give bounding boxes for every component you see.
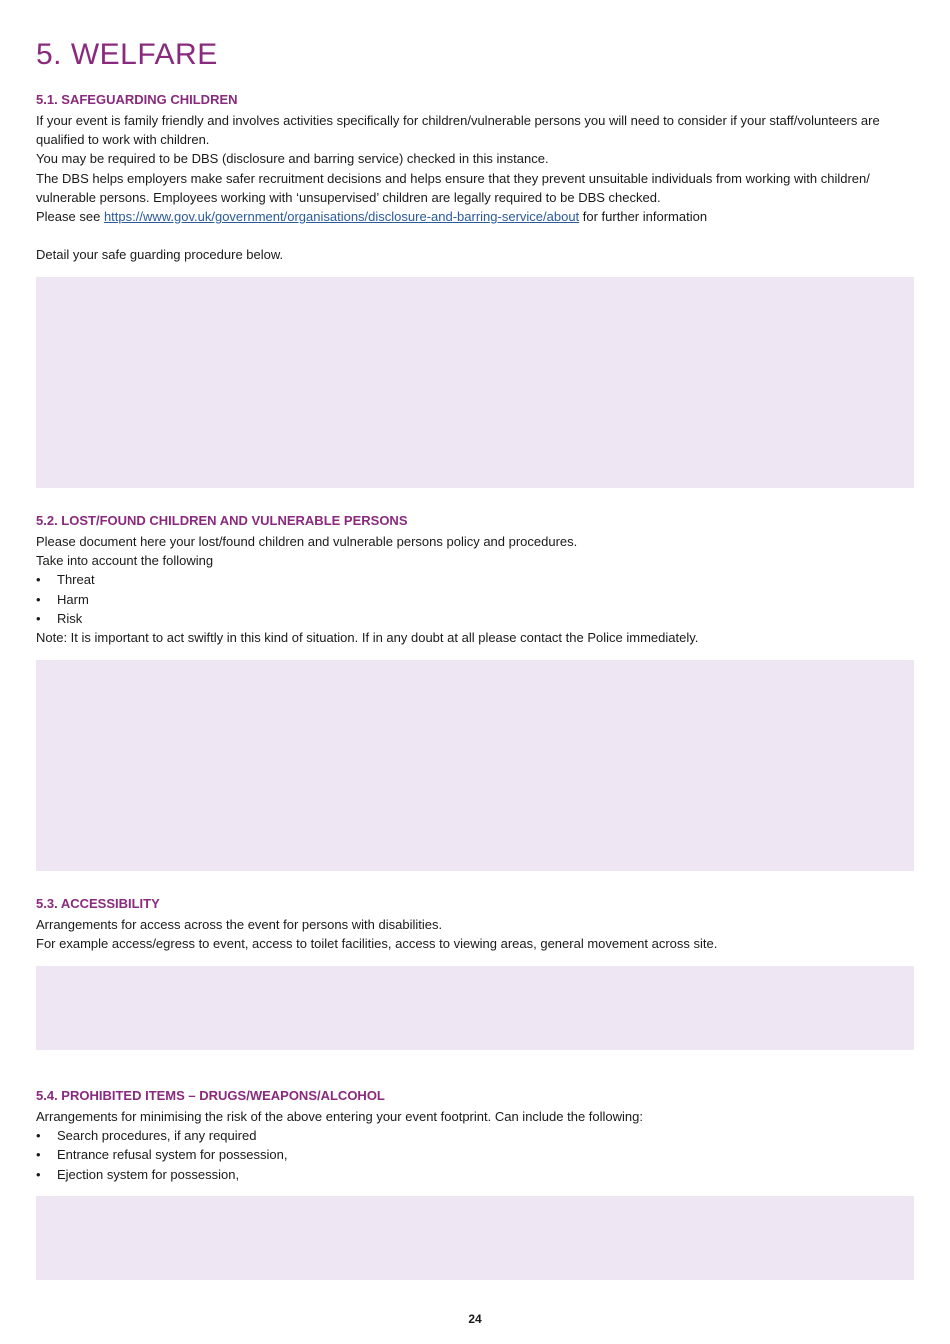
safeguarding-input-field[interactable] <box>36 277 914 488</box>
note: Note: It is important to act swiftly in this kind of situation. If in any doubt at all please contact the Police immediately. <box>36 630 699 646</box>
paragraph: If your event is family friendly and involves activities specifically for children/vulnerable persons you will need to consider if your staff/volunteers are qualified to work with children. <box>36 113 880 148</box>
page-title: 5. WELFARE <box>36 38 218 71</box>
list-item: • Risk <box>36 609 914 628</box>
list-item: • Ejection system for possession, <box>36 1165 914 1184</box>
section-title: 5.1. SAFEGUARDING CHILDREN <box>36 92 238 107</box>
section-prohibited-items <box>36 1086 914 1184</box>
bullet-list <box>36 1126 914 1184</box>
section-safeguarding <box>36 90 914 264</box>
list-item: • Entrance refusal system for possession, <box>36 1145 914 1164</box>
page-number: 24 <box>468 1312 482 1326</box>
dbs-link[interactable]: https://www.gov.uk/government/organisations/disclosure-and-barring-service/about <box>103 209 580 225</box>
paragraph: Arrangements for minimising the risk of the above entering your event footprint. Can include the following: <box>36 1109 643 1124</box>
link-prefix: Please see <box>36 209 104 225</box>
paragraph-link-line <box>36 207 914 226</box>
paragraph: Arrangements for access across the event for persons with disabilities. <box>36 917 443 932</box>
bullet-list <box>36 570 914 628</box>
link-suffix: for further information <box>579 209 708 225</box>
paragraph: Please document here your lost/found children and vulnerable persons policy and procedures. <box>36 534 578 549</box>
list-item: • Search procedures, if any required <box>36 1126 914 1145</box>
accessibility-input-field[interactable] <box>36 966 914 1050</box>
lost-found-input-field[interactable] <box>36 660 914 871</box>
paragraph: You may be required to be DBS (disclosure and barring service) checked in this instance. <box>36 151 549 167</box>
paragraph: The DBS helps employers make safer recruitment decisions and helps ensure that they prevent unsuitable individuals from working with children/ vulnerable persons. Employees working with ‘unsupervised’ children are legally required to be DBS checked. <box>36 170 870 205</box>
paragraph: For example access/egress to event, access to toilet facilities, access to viewing areas, general movement across site. <box>36 936 718 952</box>
section-title: 5.2. LOST/FOUND CHILDREN AND VULNERABLE PERSONS <box>36 513 408 528</box>
section-title: 5.4. PROHIBITED ITEMS – DRUGS/WEAPONS/ALCOHOL <box>36 1088 385 1103</box>
section-lost-found <box>36 511 914 647</box>
section-accessibility <box>36 894 914 953</box>
paragraph: Take into account the following <box>36 553 214 569</box>
prohibited-items-input-field[interactable] <box>36 1196 914 1280</box>
paragraph: Detail your safe guarding procedure below. <box>36 247 284 263</box>
list-item: • Harm <box>36 590 914 609</box>
section-title: 5.3. ACCESSIBILITY <box>36 896 160 911</box>
list-item: • Threat <box>36 570 914 589</box>
